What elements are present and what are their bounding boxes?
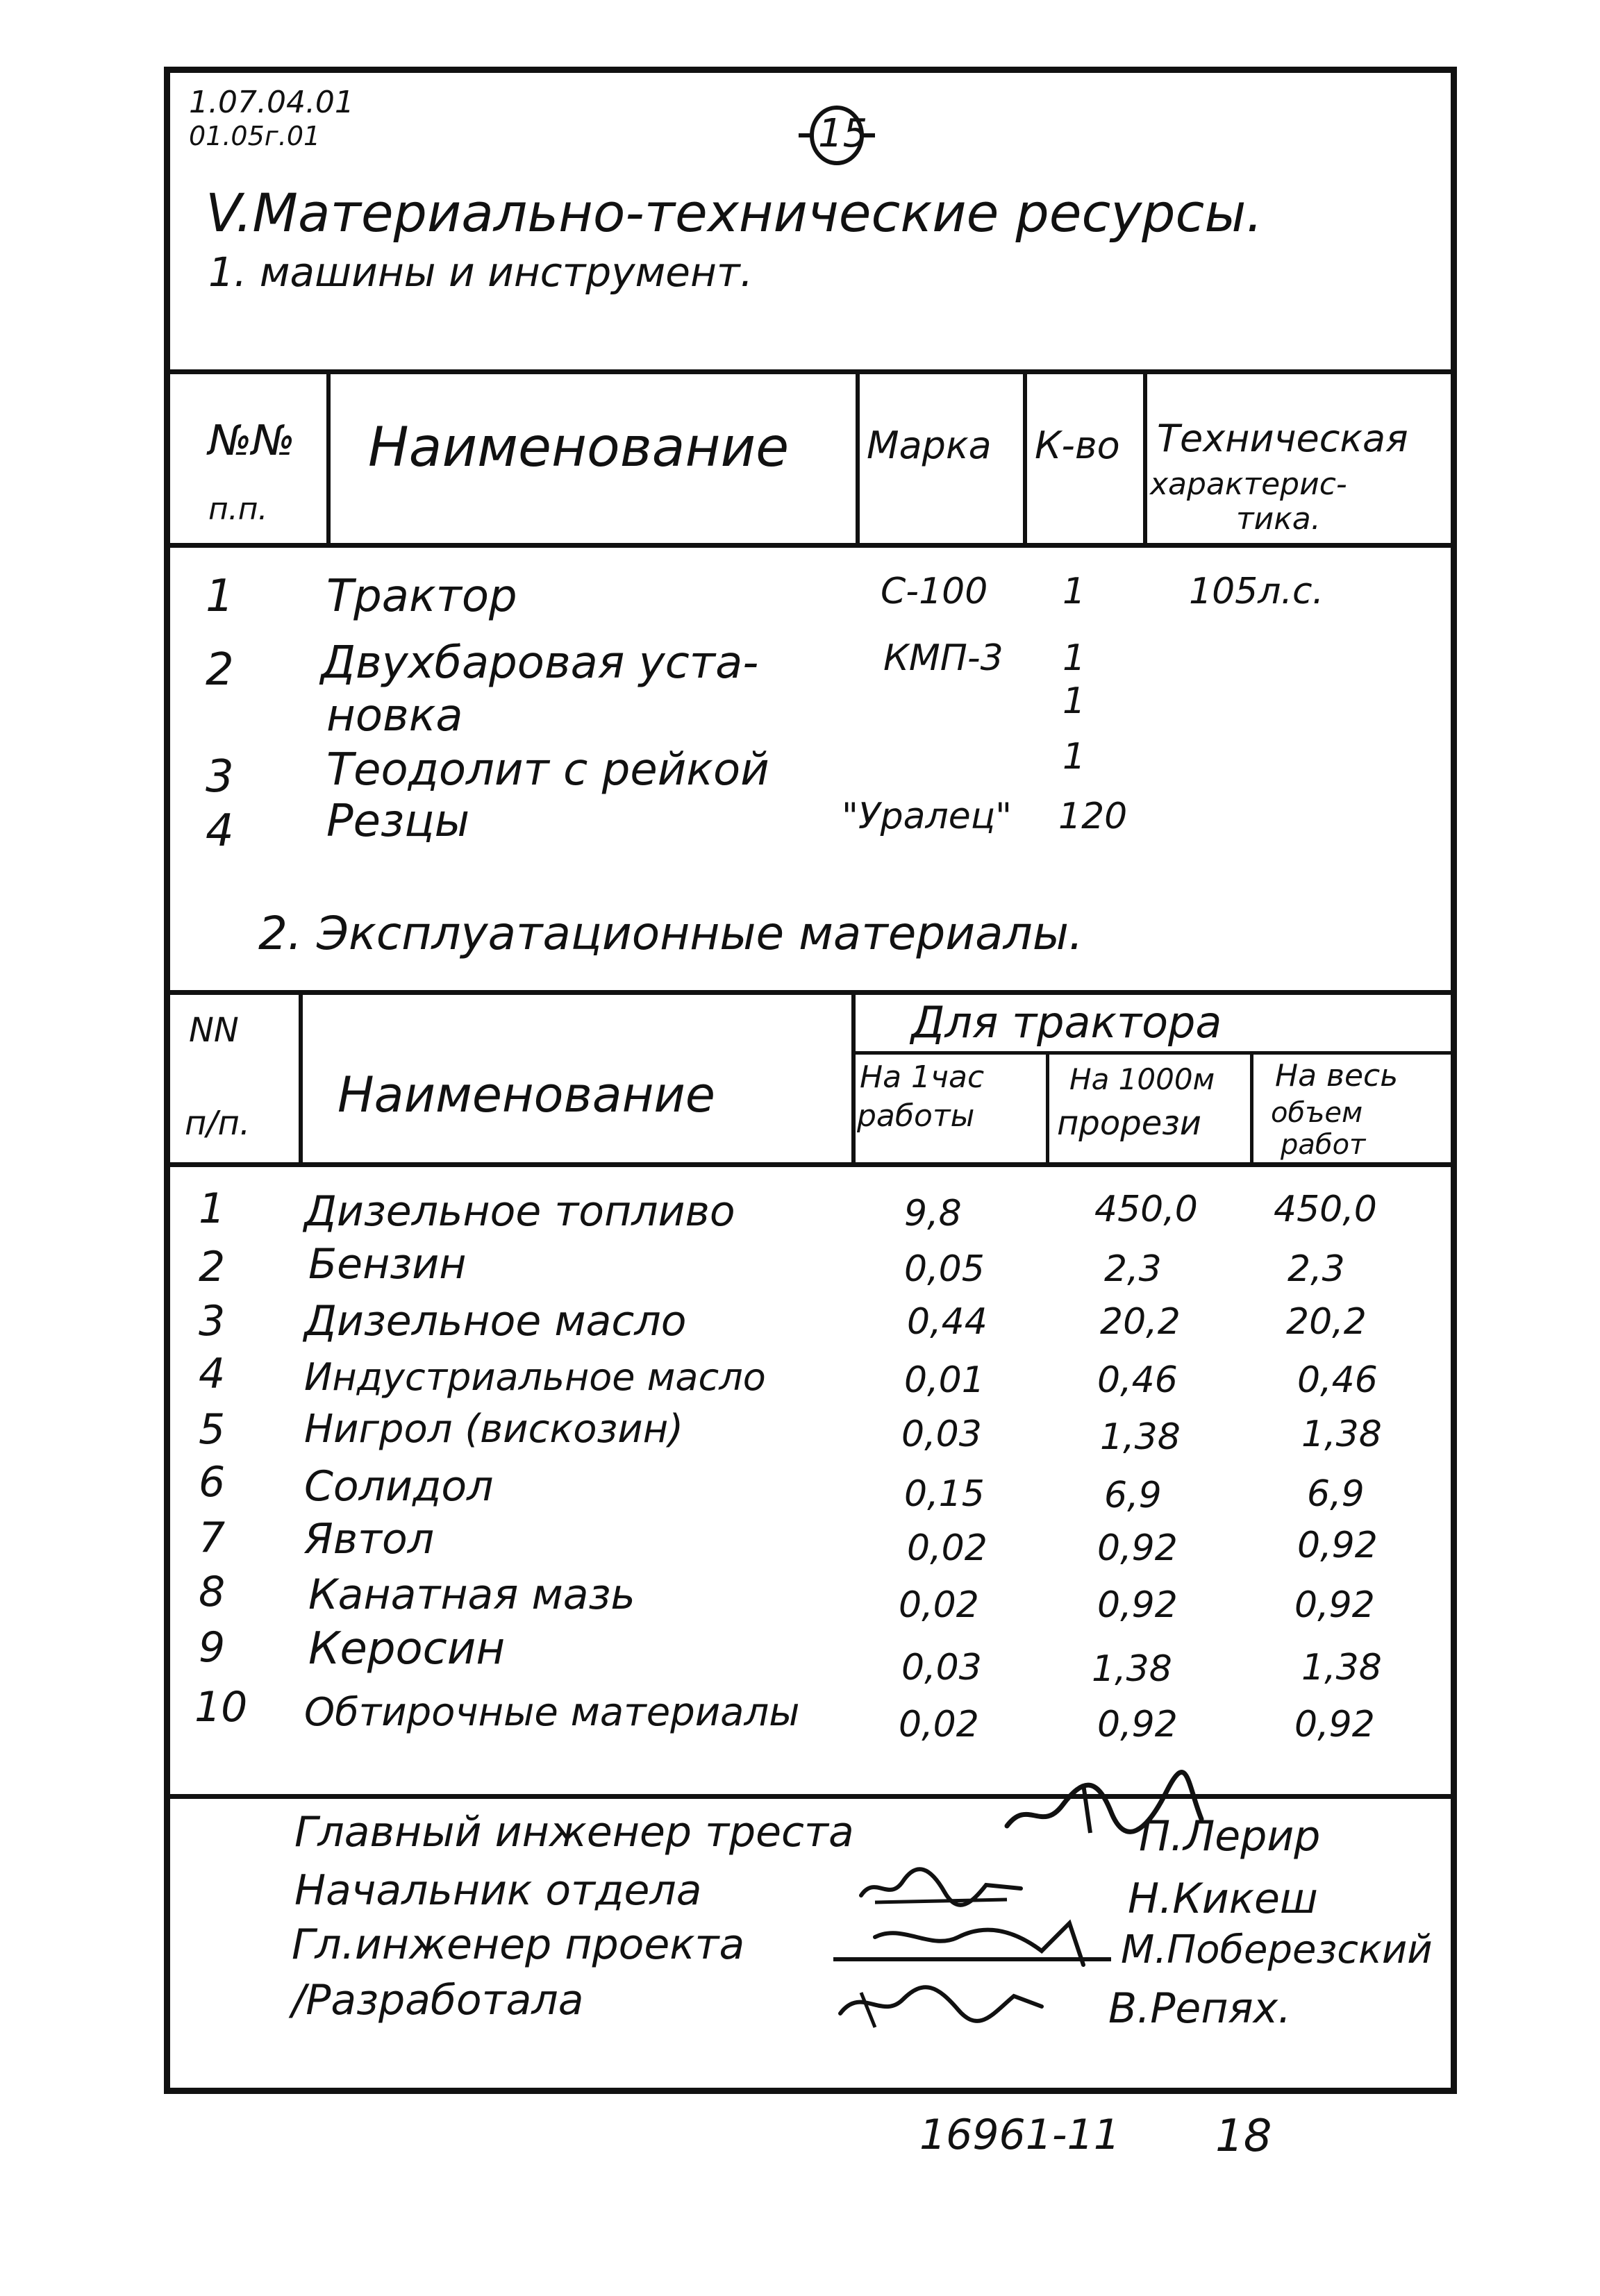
- machines-row-spec: 105л.с.: [1189, 571, 1324, 612]
- materials-row-per-1000: 0,92: [1097, 1527, 1178, 1569]
- materials-header-per-1000-2: прорези: [1057, 1104, 1201, 1143]
- page-number-mark: [799, 104, 875, 167]
- signature-role: /Разработала: [292, 1976, 584, 2025]
- machines-col-divider: [856, 369, 860, 546]
- materials-row-per-1000: 1,38: [1092, 1648, 1172, 1690]
- machines-table-header-line: [164, 543, 1457, 548]
- materials-row-per-hour: 9,8: [904, 1193, 962, 1234]
- materials-row-per-hour: 0,03: [901, 1647, 982, 1689]
- materials-row-per-hour: 0,02: [899, 1704, 979, 1745]
- machines-row-qty: 1: [1062, 571, 1086, 612]
- materials-row-total: 0,92: [1297, 1525, 1378, 1566]
- materials-header-per-hour: На 1час: [860, 1059, 985, 1095]
- signature-name: П.Лерир: [1139, 1812, 1321, 1861]
- materials-row-per-hour: 0,15: [904, 1473, 985, 1515]
- subsection-materials: 2. Эксплуатационные материалы.: [258, 907, 1083, 960]
- materials-row-name: Нигрол (вискозин): [304, 1407, 684, 1452]
- signature-role: Гл.инженер проекта: [292, 1920, 745, 1969]
- materials-header-per-hour-2: работы: [857, 1098, 975, 1134]
- materials-row-name: Бензин: [308, 1240, 467, 1289]
- materials-row-per-1000: 0,46: [1097, 1359, 1178, 1401]
- machines-col-divider: [1023, 369, 1027, 546]
- materials-row-per-1000: 20,2: [1100, 1301, 1181, 1343]
- machines-row-num: 4: [206, 805, 234, 857]
- materials-row-num: 3: [199, 1297, 226, 1346]
- materials-col-divider: [1046, 1053, 1049, 1166]
- doc-code-2: 01.05г.01: [189, 121, 321, 151]
- materials-row-total: 0,92: [1294, 1584, 1375, 1626]
- materials-header-per-1000: На 1000м: [1069, 1062, 1215, 1096]
- signature-name: Н.Кикеш: [1128, 1875, 1318, 1923]
- machines-row-name: Теодолит с рейкой: [326, 744, 769, 796]
- machines-header-qty: К-во: [1035, 424, 1120, 467]
- materials-row-per-1000: 0,92: [1097, 1704, 1178, 1745]
- materials-row-per-hour: 0,03: [901, 1414, 982, 1455]
- materials-header-total-2: объем: [1271, 1097, 1363, 1129]
- materials-row-total: 2,3: [1288, 1248, 1345, 1290]
- materials-table-top-line: [164, 990, 1457, 995]
- handwritten-signature-1: [1000, 1770, 1208, 1847]
- machines-row-qty: 120: [1058, 796, 1128, 837]
- materials-row-num: 10: [194, 1683, 248, 1732]
- machines-header-spec-3: тика.: [1236, 501, 1321, 537]
- machines-row-num: 3: [206, 751, 234, 803]
- machines-row-num: 2: [206, 644, 234, 696]
- materials-row-name: Явтол: [304, 1515, 435, 1564]
- materials-header-num-sub: п/п.: [185, 1104, 251, 1143]
- machines-row-name: Резцы: [326, 796, 470, 847]
- subsection-machines: 1. машины и инструмент.: [208, 249, 753, 296]
- materials-group-line: [851, 1051, 1457, 1055]
- machines-row-brand: "Уралец": [842, 796, 1012, 837]
- machines-header-num-sub: п.п.: [208, 492, 268, 527]
- machines-row-name-cont: новка: [326, 690, 463, 741]
- materials-row-name: Индустриальное масло: [304, 1355, 766, 1399]
- materials-header-group: Для трактора: [911, 997, 1222, 1048]
- handwritten-signature-4: [833, 1972, 1056, 2034]
- materials-table-header-line: [164, 1162, 1457, 1167]
- materials-row-name: Дизельное масло: [304, 1297, 687, 1346]
- materials-row-per-1000: 6,9: [1104, 1475, 1162, 1516]
- materials-col-divider: [299, 990, 303, 1166]
- materials-row-num: 6: [199, 1458, 226, 1507]
- materials-header-name: Наименование: [338, 1066, 715, 1123]
- machines-row-brand: КМП-3: [883, 637, 1003, 679]
- machines-row-qty: 1: [1062, 736, 1086, 778]
- signature-role: Главный инженер треста: [294, 1808, 854, 1857]
- signature-name: В.Репях.: [1108, 1984, 1292, 2033]
- machines-table-top-line: [164, 369, 1457, 374]
- machines-header-spec: Техническая: [1157, 417, 1408, 460]
- doc-code-1: 1.07.04.01: [189, 85, 354, 120]
- materials-row-total: 20,2: [1286, 1301, 1367, 1343]
- materials-row-per-hour: 0,02: [899, 1584, 979, 1626]
- materials-row-name: Солидол: [304, 1462, 494, 1511]
- machines-row-qty-cont: 1: [1062, 680, 1086, 722]
- machines-header-num: №№: [208, 417, 295, 465]
- machines-header-brand: Марка: [867, 424, 992, 467]
- materials-row-total: 1,38: [1301, 1647, 1382, 1689]
- materials-row-num: 8: [199, 1568, 226, 1616]
- materials-row-per-hour: 0,44: [907, 1301, 988, 1343]
- handwritten-signature-3: [833, 1916, 1125, 1979]
- machines-header-spec-2: характерис-: [1150, 467, 1347, 502]
- handwritten-signature-2: [854, 1861, 1035, 1916]
- sheet-number: 18: [1215, 2111, 1272, 2162]
- signatures-top-line: [164, 1794, 1457, 1799]
- machines-row-name: Трактор: [326, 571, 517, 622]
- machines-header-name: Наименование: [368, 417, 790, 479]
- materials-row-total: 6,9: [1307, 1473, 1365, 1515]
- materials-header-num: NN: [189, 1011, 239, 1050]
- materials-row-total: 0,46: [1297, 1359, 1378, 1401]
- materials-row-per-1000: 2,3: [1104, 1248, 1162, 1290]
- materials-row-total: 0,92: [1294, 1704, 1375, 1745]
- materials-row-num: 7: [199, 1514, 226, 1562]
- materials-col-divider: [1250, 1053, 1253, 1166]
- machines-row-qty: 1: [1062, 637, 1086, 679]
- section-title: V.Материально-технические ресурсы.: [206, 182, 1263, 244]
- materials-row-per-hour: 0,02: [907, 1527, 988, 1569]
- materials-row-num: 4: [199, 1350, 226, 1398]
- materials-row-per-hour: 0,05: [904, 1248, 985, 1290]
- materials-row-name: Керосин: [308, 1623, 506, 1675]
- document-number: 16961-11: [919, 2111, 1120, 2159]
- materials-row-per-1000: 1,38: [1100, 1416, 1181, 1458]
- machines-row-brand: С-100: [881, 571, 988, 612]
- materials-header-total: На весь: [1275, 1058, 1399, 1093]
- machines-row-name: Двухбаровая уста-: [321, 637, 759, 689]
- materials-row-num: 9: [199, 1623, 226, 1672]
- materials-row-per-hour: 0,01: [904, 1359, 985, 1401]
- signature-role: Начальник отдела: [294, 1866, 702, 1915]
- materials-row-num: 5: [199, 1405, 226, 1454]
- machines-row-num: 1: [206, 571, 234, 622]
- materials-row-name: Обтирочные материалы: [304, 1690, 800, 1735]
- machines-col-divider: [1143, 369, 1147, 546]
- materials-row-total: 450,0: [1274, 1189, 1377, 1230]
- materials-row-num: 2: [199, 1243, 226, 1291]
- materials-row-name: Дизельное топливо: [304, 1187, 735, 1236]
- materials-col-divider: [851, 990, 856, 1166]
- materials-row-name: Канатная мазь: [308, 1570, 635, 1619]
- materials-row-per-1000: 450,0: [1094, 1189, 1198, 1230]
- machines-col-divider: [326, 369, 331, 546]
- materials-header-total-3: работ: [1281, 1129, 1366, 1161]
- materials-row-num: 1: [199, 1184, 226, 1233]
- page-number: 15: [818, 111, 868, 156]
- signature-name: М.Поберезский: [1121, 1927, 1433, 1972]
- materials-row-total: 1,38: [1301, 1414, 1382, 1455]
- materials-row-per-1000: 0,92: [1097, 1584, 1178, 1626]
